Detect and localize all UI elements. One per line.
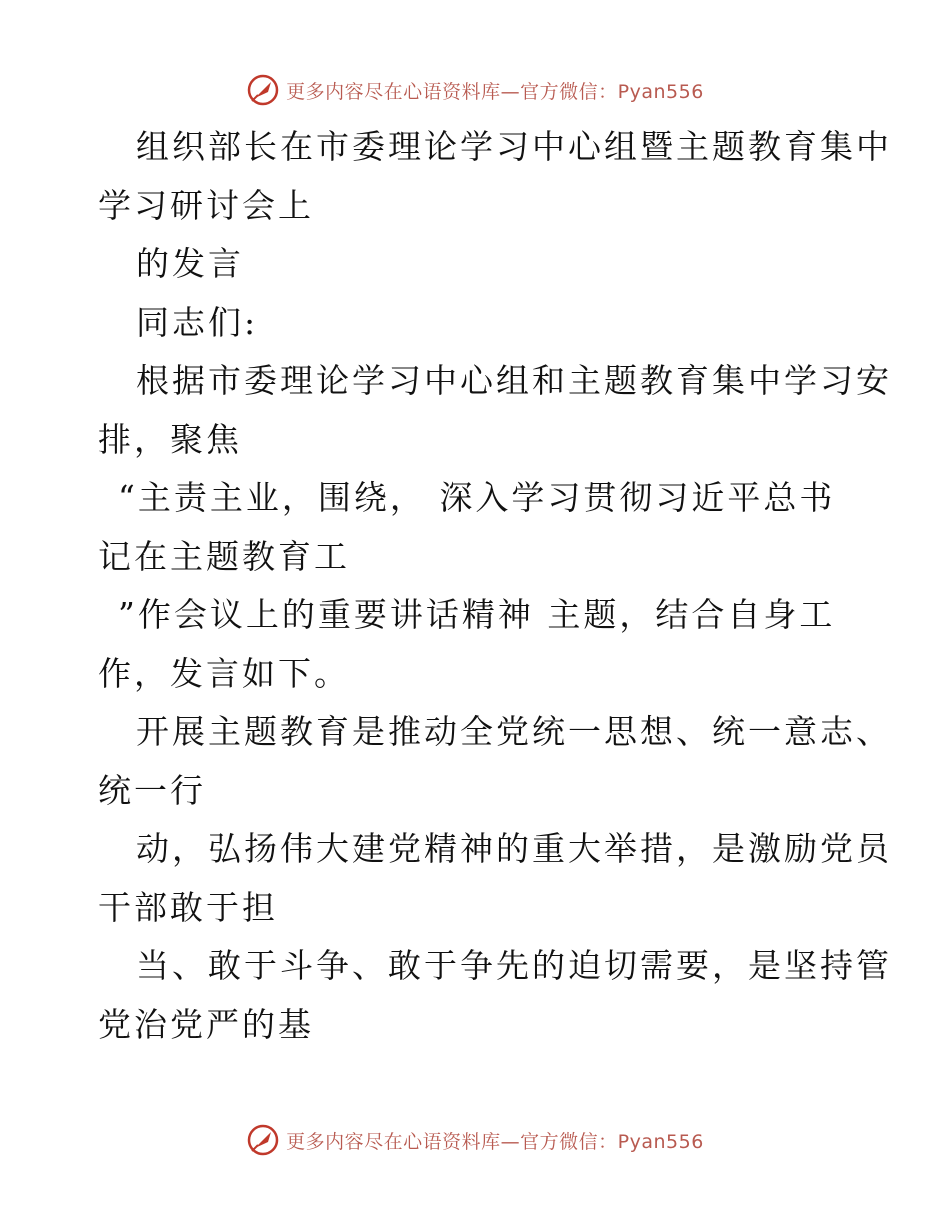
- paragraph-line: “主责主业，围绕， 深入学习贯彻习近平总书: [118, 478, 836, 517]
- paragraph-line: ”作会议上的重要讲话精神 主题，结合自身工: [118, 595, 836, 634]
- paragraph-line: 开展主题教育是推动全党统一思想、统一意志、: [136, 712, 892, 751]
- paragraph-line: 党治党严的基: [98, 1004, 314, 1044]
- paragraph-line: 根据市委理论学习中心组和主题教育集中学习安: [136, 361, 892, 400]
- paragraph-line: 动，弘扬伟大建党精神的重大举措，是激励党员: [136, 829, 892, 868]
- document-title-line-2: 学习研讨会上: [98, 185, 314, 225]
- paragraph-line: 干部敢于担: [98, 887, 278, 927]
- document-title-line-3: 的发言: [136, 244, 244, 283]
- watermark-text: 更多内容尽在心语资料库—官方微信：Pyan556: [286, 80, 704, 103]
- quill-pen-logo-icon: [246, 1123, 280, 1157]
- watermark-text: 更多内容尽在心语资料库—官方微信：Pyan556: [286, 1130, 704, 1153]
- document-body: [98, 118, 892, 1054]
- quill-pen-logo-icon: [246, 73, 280, 107]
- paragraph-line: 当、敢于斗争、敢于争先的迫切需要，是坚持管: [136, 946, 892, 985]
- salutation: 同志们:: [136, 302, 259, 342]
- paragraph-line: 记在主题教育工: [98, 536, 350, 576]
- header-watermark: [0, 70, 950, 110]
- document-title-line-1: 组织部长在市委理论学习中心组暨主题教育集中: [136, 127, 892, 166]
- paragraph-line: 作，发言如下。: [98, 653, 350, 693]
- footer-watermark: [0, 1120, 950, 1160]
- paragraph-line: 统一行: [98, 770, 206, 810]
- paragraph-line: 排，聚焦: [98, 419, 242, 459]
